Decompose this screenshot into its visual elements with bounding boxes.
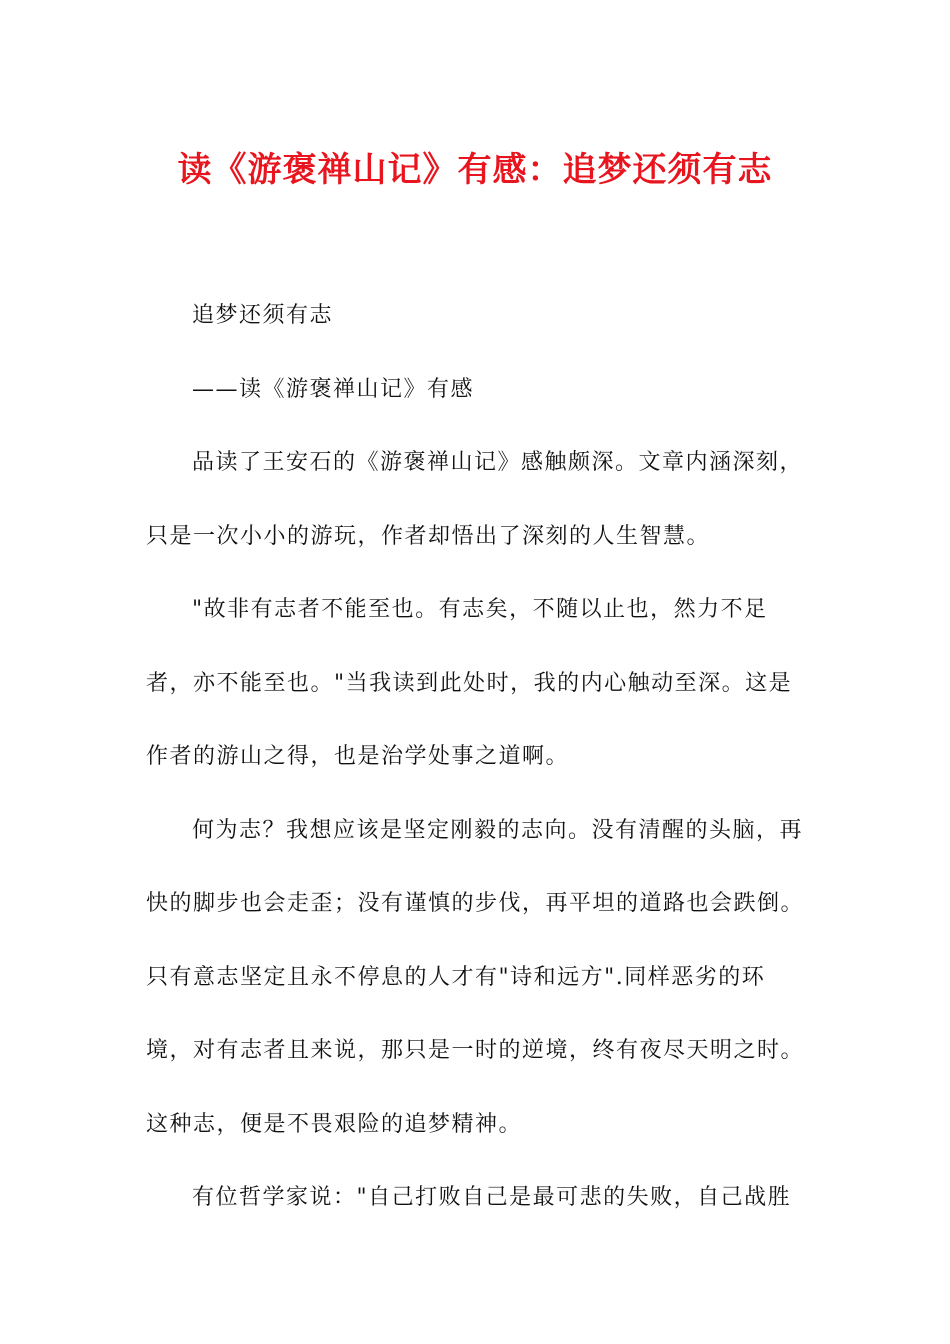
paragraph-1: 品读了王安石的《游褒禅山记》感触颇深。文章内涵深刻，只是一次小小的游玩，作者却悟出了深刻的人生智慧。: [146, 450, 804, 549]
document-body: [146, 279, 806, 1235]
paragraph-subtitle: 追梦还须有志: [192, 303, 334, 328]
paragraph-byline: ——读《游褒禅山记》有感: [192, 376, 475, 402]
document-title: 读《游褒禅山记》有感：追梦还须有志: [177, 150, 773, 190]
paragraph-2: "故非有志者不能至也。有志矣，不随以止也，然力不足者，亦不能至也。"当我读到此处时，我的内心触动至深。这是作者的游山之得，也是治学处事之道啊。: [146, 597, 793, 769]
paragraph-3: 何为志？我想应该是坚定刚毅的志向。没有清醒的头脑，再快的脚步也会走歪；没有谨慎的步伐，再平坦的道路也会跌倒。只有意志坚定且永不停息的人才有"诗和远方".同样恶劣的环境，对有志者且来说，那只是一时的逆境，终有夜尽天明之时。这种志，便是不畏艰险的追梦精神。: [146, 817, 805, 1137]
paragraph-4: 有位哲学家说："自己打败自己是最可悲的失败，自己战胜: [192, 1185, 792, 1210]
